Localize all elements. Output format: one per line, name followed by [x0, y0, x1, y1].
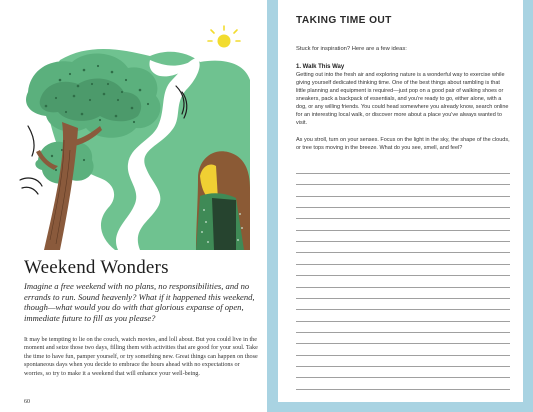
writing-line[interactable] — [296, 264, 510, 265]
writing-line[interactable] — [296, 184, 510, 185]
writing-line[interactable] — [296, 173, 510, 174]
writing-line[interactable] — [296, 230, 510, 231]
writing-line[interactable] — [296, 196, 510, 197]
writing-line[interactable] — [296, 207, 510, 208]
writing-line[interactable] — [296, 298, 510, 299]
section-heading: TAKING TIME OUT — [296, 15, 392, 26]
body-paragraph: It may be tempting to lie on the couch, watch movies, and loll about. But you could live in the moment and seize those two days, filling them with activities that are good for your soul. Take the time to have fun, pamper yourself, or try something new. Great things can happen on those spontaneous days when you decide to embrace the hours ahead with no expectations or worries, so try to make it a weekend that will enhance your well-being. — [24, 336, 258, 377]
writing-line[interactable] — [296, 389, 510, 390]
sun-icon — [208, 26, 240, 48]
writing-line[interactable] — [296, 366, 510, 367]
journal-panel — [278, 0, 523, 402]
writing-line[interactable] — [296, 252, 510, 253]
writing-line[interactable] — [296, 343, 510, 344]
right-page — [267, 0, 533, 412]
page-title: Weekend Wonders — [24, 257, 169, 278]
inspiration-prompt: Stuck for inspiration? Here are a few ideas: — [296, 46, 407, 52]
writing-line[interactable] — [296, 309, 510, 310]
tip-title: 1. Walk This Way — [296, 64, 345, 70]
page-number: 60 — [24, 399, 30, 405]
tip-body: Getting out into the fresh air and exploring nature is a wonderful way to exercise while giving yourself dedicated thinking time. One of the best things about rambling is that little planning and equipment is required—just pop on a good pair of walking shoes or sneakers, pack a backpack of essentials, and you're ready to go, either alone, with a dog, or any willing friends. You could head somewhere you already know, search online for an interesting local walk, or discover more about a place you've always wanted to visit. — [296, 72, 509, 127]
weekend-illustration — [0, 0, 266, 250]
left-page — [0, 0, 266, 412]
writing-line[interactable] — [296, 287, 510, 288]
writing-line[interactable] — [296, 275, 510, 276]
person-illustration — [196, 151, 250, 250]
writing-lines — [296, 173, 510, 395]
writing-line[interactable] — [296, 241, 510, 242]
writing-line[interactable] — [296, 321, 510, 322]
intro-paragraph: Imagine a free weekend with no plans, no responsibilities, and no errands to run. Sound heavenly? What if it happened this weekend, though—what would you do with that glorious expanse of open, immediate future to fill as you please? — [24, 281, 255, 324]
writing-line[interactable] — [296, 332, 510, 333]
writing-line[interactable] — [296, 218, 510, 219]
tip-extra: As you stroll, turn on your senses. Focus on the light in the sky, the shape of the clouds, or tree tops moving in the breeze. What do you see, smell, and feel? — [296, 137, 510, 152]
writing-line[interactable] — [296, 355, 510, 356]
writing-line[interactable] — [296, 377, 510, 378]
